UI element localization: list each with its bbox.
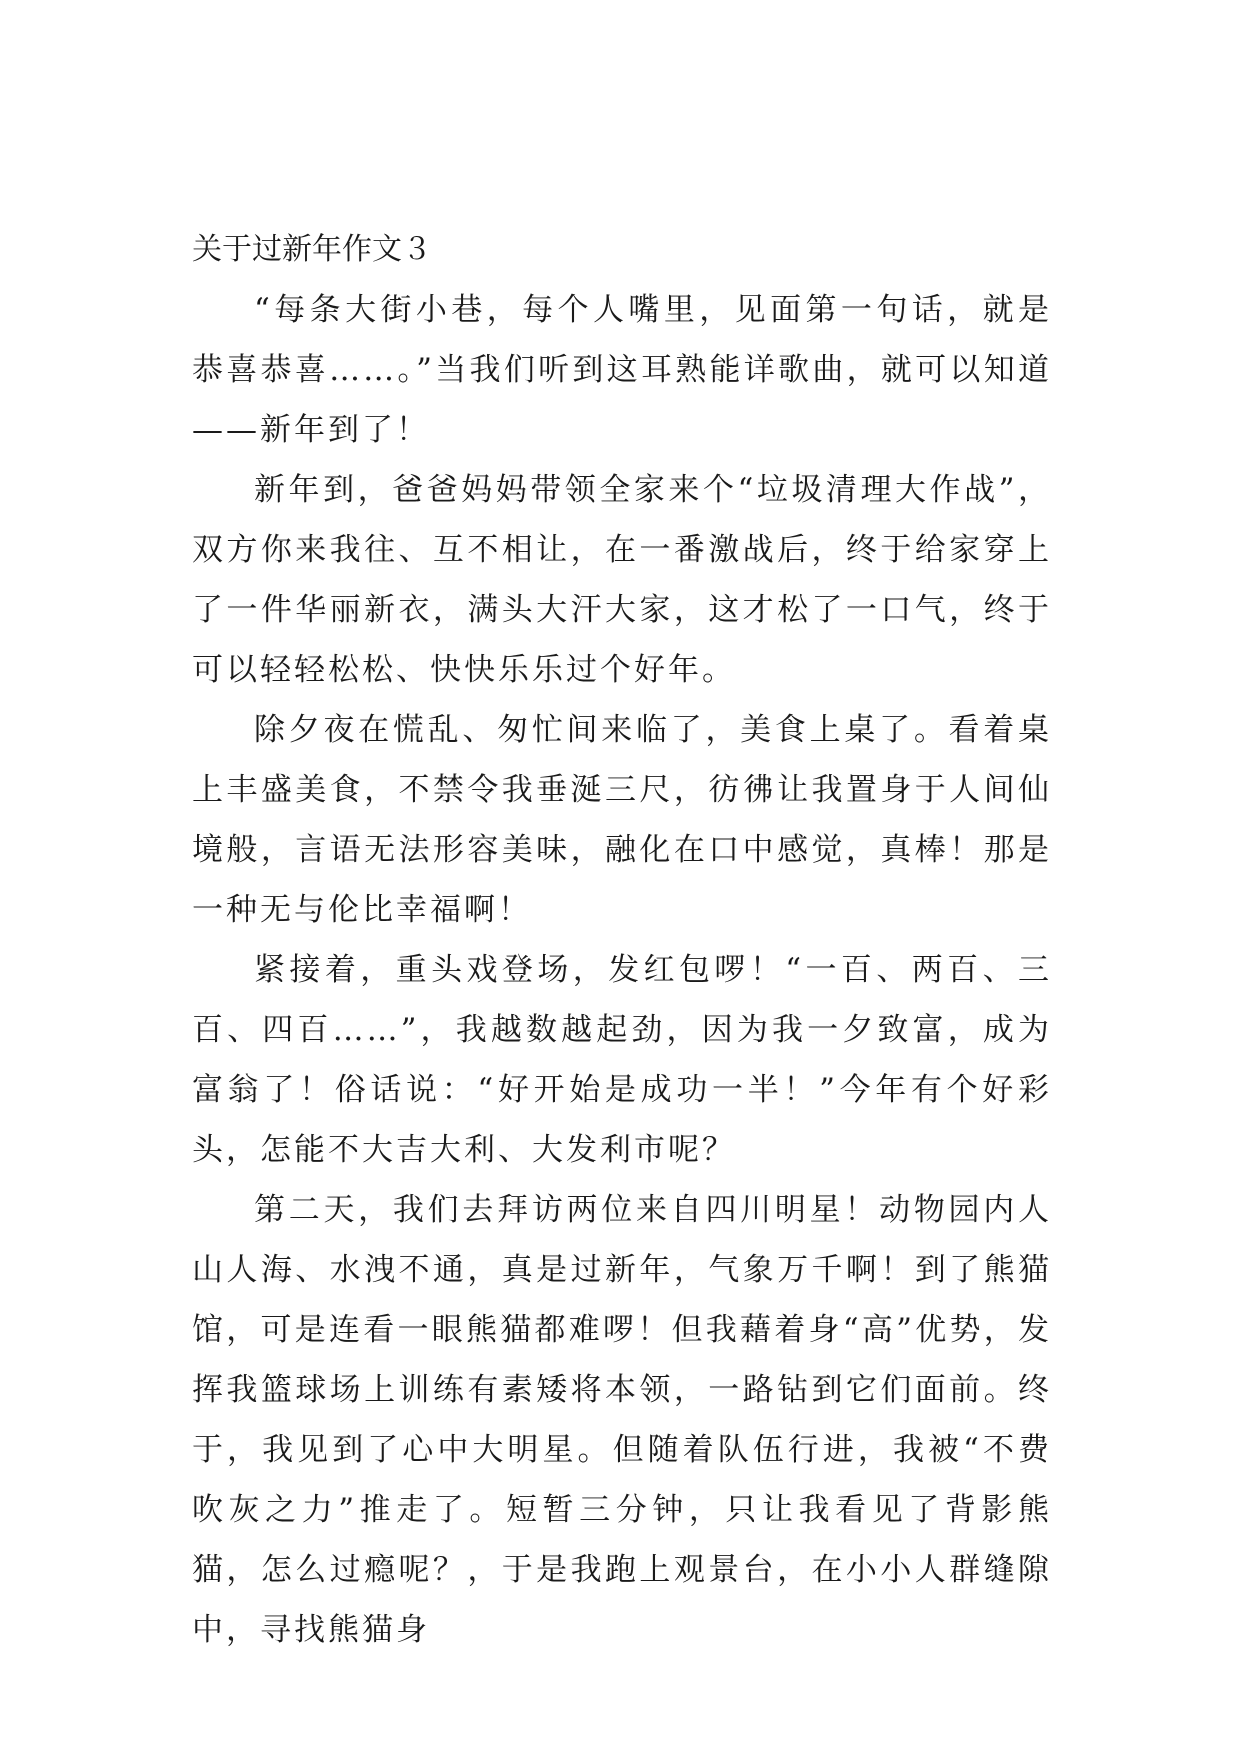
paragraph-1: “每条大街小巷，每个人嘴里，见面第一句话，就是恭喜恭喜……。”当我们听到这耳熟能详歌曲，就可以知道——新年到了！ xyxy=(192,292,1052,448)
paragraph-2: 新年到，爸爸妈妈带领全家来个“垃圾清理大作战”，双方你来我往、互不相让，在一番激战后，终于给家穿上了一件华丽新衣，满头大汗大家，这才松了一口气，终于可以轻轻松松、快快乐乐过个好年。 xyxy=(192,472,1052,688)
essay-title: 关于过新年作文３ xyxy=(192,232,432,267)
paragraph-4: 紧接着，重头戏登场，发红包啰！“一百、两百、三百、四百……”，我越数越起劲，因为我一夕致富，成为富翁了！俗话说：“好开始是成功一半！”今年有个好彩头，怎能不大吉大利、大发利市呢？ xyxy=(192,952,1052,1168)
paragraph-3: 除夕夜在慌乱、匆忙间来临了，美食上桌了。看着桌上丰盛美食，不禁令我垂涎三尺，彷彿让我置身于人间仙境般，言语无法形容美味，融化在口中感觉，真棒！那是一种无与伦比幸福啊！ xyxy=(192,712,1052,928)
essay-body xyxy=(192,220,1052,1660)
paragraph-5: 第二天，我们去拜访两位来自四川明星！动物园内人山人海、水洩不通，真是过新年，气象万千啊！到了熊猫馆，可是连看一眼熊猫都难啰！但我藉着身“高”优势，发挥我篮球场上训练有素矮将本领，一路钻到它们面前。终于，我见到了心中大明星。但随着队伍行进，我被“不费吹灰之力”推走了。短暂三分钟，只让我看见了背影熊猫，怎么过瘾呢？，于是我跑上观景台，在小小人群缝隙中，寻找熊猫身 xyxy=(192,1192,1052,1648)
